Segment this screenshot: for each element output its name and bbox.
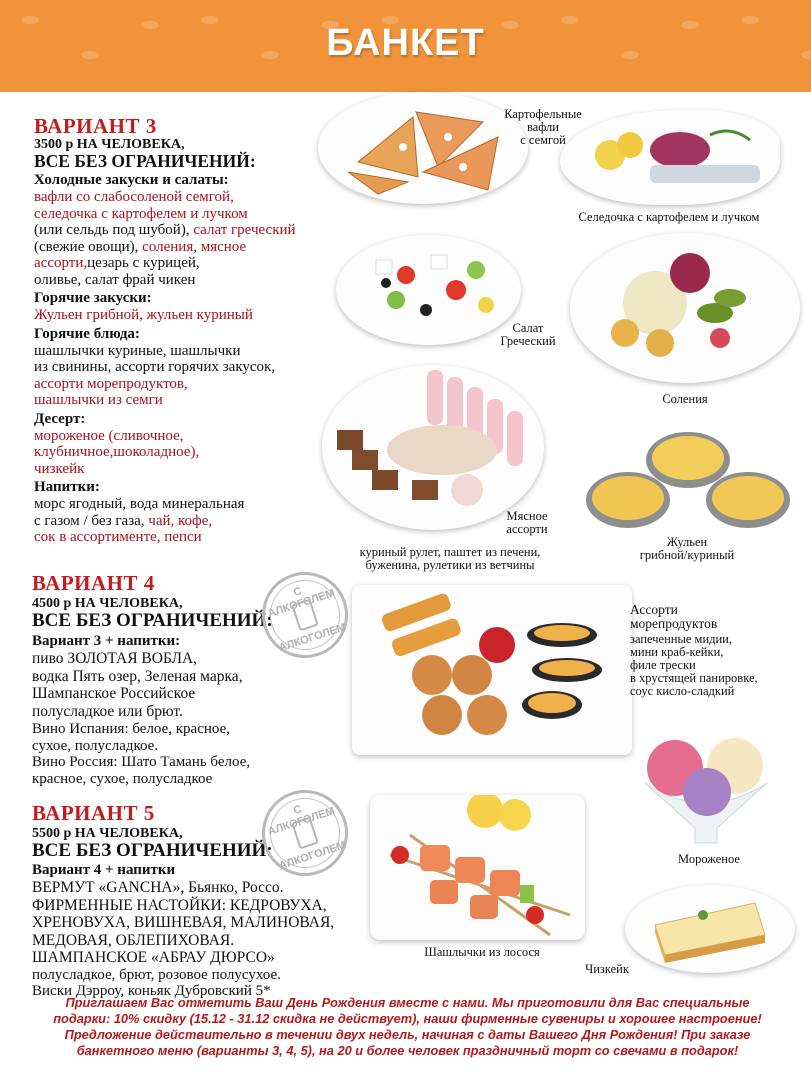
- menu-line: Вино Испания: белое, красное,: [32, 721, 230, 738]
- footer-line: Приглашаем Вас отметить Ваш День Рождения вместе с нами. Мы приготовили для Вас специальные: [65, 995, 750, 1010]
- caption-line: вафли: [526, 120, 559, 134]
- variant-5-subheading: Вариант 4 + напитки: [32, 862, 176, 878]
- variant-4-subheading: Вариант 3 + напитки:: [32, 633, 181, 649]
- menu-text: (или сельдь под шубой),: [34, 222, 194, 238]
- salmon-skewers-illustration: [370, 795, 585, 940]
- caption-greek-salad: [488, 322, 568, 348]
- pickles-image: [570, 233, 800, 383]
- menu-line: полусладкое, брют, розовое полусухое.: [32, 966, 281, 983]
- cheesecake-image: [625, 885, 795, 973]
- caption-line: Греческий: [500, 334, 556, 348]
- herring-image: [560, 110, 780, 205]
- caption-line: Салат: [512, 321, 544, 335]
- caption-julienne: [622, 536, 752, 562]
- cold-snacks-heading: Холодные закуски и салаты:: [34, 172, 229, 188]
- menu-line: Жульен грибной, жульен куриный: [34, 307, 253, 323]
- menu-line: сок в ассортименте, пепси: [34, 529, 202, 545]
- caption-line: Жульен: [666, 535, 708, 549]
- caption-line: соус кисло-сладкий: [630, 684, 735, 698]
- meat-assortment-illustration: [322, 365, 544, 530]
- caption-line: с семгой: [520, 133, 566, 147]
- caption-line: Ассорти: [630, 602, 678, 617]
- seafood-assortment-image: [352, 585, 632, 755]
- menu-line: Виски Дэрроу, коньяк Дубровский 5*: [32, 983, 271, 1000]
- stamp-text-bottom: АЛКОГОЛЕМ: [277, 621, 348, 655]
- menu-line: ассорти морепродуктов,: [34, 375, 188, 392]
- menu-line: мороженое (сливочное,: [34, 427, 184, 444]
- menu-line: красное, сухое, полусладкое: [32, 770, 213, 787]
- variant-4-price: 4500 р НА ЧЕЛОВЕКА,: [32, 596, 183, 611]
- menu-line: сухое, полусладкое.: [32, 737, 159, 754]
- menu-line: Вино Россия: Шато Тамань белое,: [32, 754, 251, 771]
- caption-cheesecake: Чизкейк: [585, 962, 629, 976]
- menu-line: ФИРМЕННЫЕ НАСТОЙКИ: КЕДРОВУХА,: [32, 896, 327, 914]
- caption-line: филе трески: [630, 658, 696, 672]
- seafood-illustration: [352, 585, 632, 755]
- variant-3-title: ВАРИАНТ 3: [34, 114, 157, 138]
- dessert-heading: Десерт:: [34, 410, 86, 427]
- menu-line: ШАМПАНСКОЕ «АБРАУ ДЮРСО»: [32, 949, 275, 967]
- caption-line: запеченные мидии,: [630, 632, 732, 646]
- menu-line: чизкейк: [34, 460, 85, 477]
- hot-snacks-heading: Горячие закуски:: [34, 290, 152, 306]
- menu-line: водка Пять озер, Зеленая марка,: [32, 667, 243, 685]
- caption-herring: Селедочка с картофелем и лучком: [578, 210, 760, 224]
- ice-cream-image: [635, 728, 777, 850]
- salmon-skewers-image: [370, 795, 585, 940]
- stamp-text-top: С АЛКОГОЛЕМ: [266, 585, 337, 621]
- footer-line: банкетного меню (варианты 3, 4, 5), на 20 и более человек праздничный торт со свечами в подарок!: [76, 1043, 739, 1058]
- menu-line: Шампанское Российское: [32, 685, 196, 703]
- menu-line: оливье, салат фрай чикен: [34, 271, 196, 288]
- caption-salmon-skewers: Шашлычки из лосося: [424, 945, 540, 959]
- menu-line: морс ягодный, вода минеральная: [34, 496, 245, 512]
- menu-line: клубничное,шоколадное),: [34, 444, 200, 460]
- caption-line: ассорти: [506, 522, 548, 536]
- footer-promo: [30, 995, 785, 1059]
- drinks-heading: Напитки:: [34, 479, 100, 495]
- caption-line: мини краб-кейки,: [630, 645, 724, 659]
- variant-3-unlimited: ВСЕ БЕЗ ОГРАНИЧЕНИЙ:: [34, 151, 256, 171]
- variant-5-price: 5500 р НА ЧЕЛОВЕКА,: [32, 826, 183, 841]
- menu-text: (свежие овощи),: [34, 238, 143, 255]
- menu-line: из свинины, ассорти горячих закусок,: [34, 359, 276, 375]
- variant-4-unlimited: ВСЕ БЕЗ ОГРАНИЧЕНИЙ:: [32, 610, 273, 631]
- menu-line: ХРЕНОВУХА, ВИШНЕВАЯ, МАЛИНОВАЯ,: [32, 914, 335, 932]
- caption-line: Картофельные: [504, 107, 582, 121]
- menu-line: шашлычки из семги: [34, 392, 163, 408]
- caption-line: грибной/куриный: [639, 548, 735, 562]
- caption-line: буженина, рулетики из ветчины: [365, 558, 535, 572]
- variant-3-block: [34, 115, 364, 546]
- hot-dishes-heading: Горячие блюда:: [34, 325, 140, 342]
- menu-text: ассорти,: [34, 255, 88, 271]
- caption-line: морепродуктов: [630, 616, 718, 631]
- variant-3-price: 3500 р НА ЧЕЛОВЕКА,: [34, 137, 185, 152]
- menu-text: чай, кофе,: [148, 512, 213, 529]
- meat-assortment-image: [322, 365, 544, 530]
- menu-line: [34, 255, 364, 272]
- header-banner: [0, 0, 811, 92]
- menu-line: шашлычки куриные, шашлычки: [34, 342, 241, 359]
- variant-5-unlimited: ВСЕ БЕЗ ОГРАНИЧЕНИЙ:: [32, 840, 273, 861]
- menu-line: вафли со слабосоленой семгой,: [34, 189, 234, 205]
- julienne-illustration: [578, 420, 803, 538]
- caption-seafood: [630, 603, 740, 631]
- caption-seafood-description: [630, 633, 790, 698]
- herring-illustration: [560, 110, 780, 205]
- stamp-text-bottom: АЛКОГОЛЕМ: [277, 839, 348, 873]
- caption-line: в хрустящей панировке,: [630, 671, 758, 685]
- menu-line: [34, 222, 364, 239]
- caption-line: Мясное: [506, 509, 548, 523]
- footer-line: подарки: 10% скидку (15.12 - 31.12 скидка не действует), наши фирменные сувениры и хорошее настроение!: [53, 1011, 762, 1026]
- page-title: БАНКЕТ: [326, 22, 485, 64]
- menu-text: цезарь с курицей,: [87, 255, 200, 271]
- menu-line: пиво ЗОЛОТАЯ ВОБЛА,: [32, 650, 198, 667]
- menu-text: соления, мясное: [142, 238, 247, 255]
- caption-ice-cream: Мороженое: [678, 852, 740, 866]
- menu-line: МЕДОВАЯ, ОБЛЕПИХОВАЯ.: [32, 931, 235, 949]
- stamp-text-top: С АЛКОГОЛЕМ: [266, 803, 337, 839]
- variant-4-title: ВАРИАНТ 4: [32, 571, 155, 595]
- cheesecake-illustration: [625, 885, 795, 973]
- julienne-image: [578, 420, 803, 538]
- menu-line: ВЕРМУТ «GANCHA», Бьянко, Россо.: [32, 879, 284, 896]
- variant-5-title: ВАРИАНТ 5: [32, 801, 155, 825]
- menu-line: [34, 513, 364, 530]
- footer-line: Предложение действительно в течении двух недель, начиная с даты Вашего Дня Рождения! При заказе: [64, 1027, 751, 1042]
- menu-line: [34, 239, 364, 256]
- menu-line: селедочка с картофелем и лучком: [34, 205, 248, 222]
- pickles-illustration: [570, 233, 800, 383]
- caption-line: куриный рулет, паштет из печени,: [359, 545, 541, 559]
- caption-meat-description: [340, 546, 560, 572]
- menu-line: полусладкое или брют.: [32, 702, 183, 720]
- menu-text: салат греческий: [193, 222, 296, 238]
- ice-cream-illustration: [635, 728, 777, 850]
- menu-text: с газом / без газа,: [34, 512, 149, 529]
- caption-pickles: Соления: [662, 392, 708, 406]
- caption-meat: [492, 510, 562, 536]
